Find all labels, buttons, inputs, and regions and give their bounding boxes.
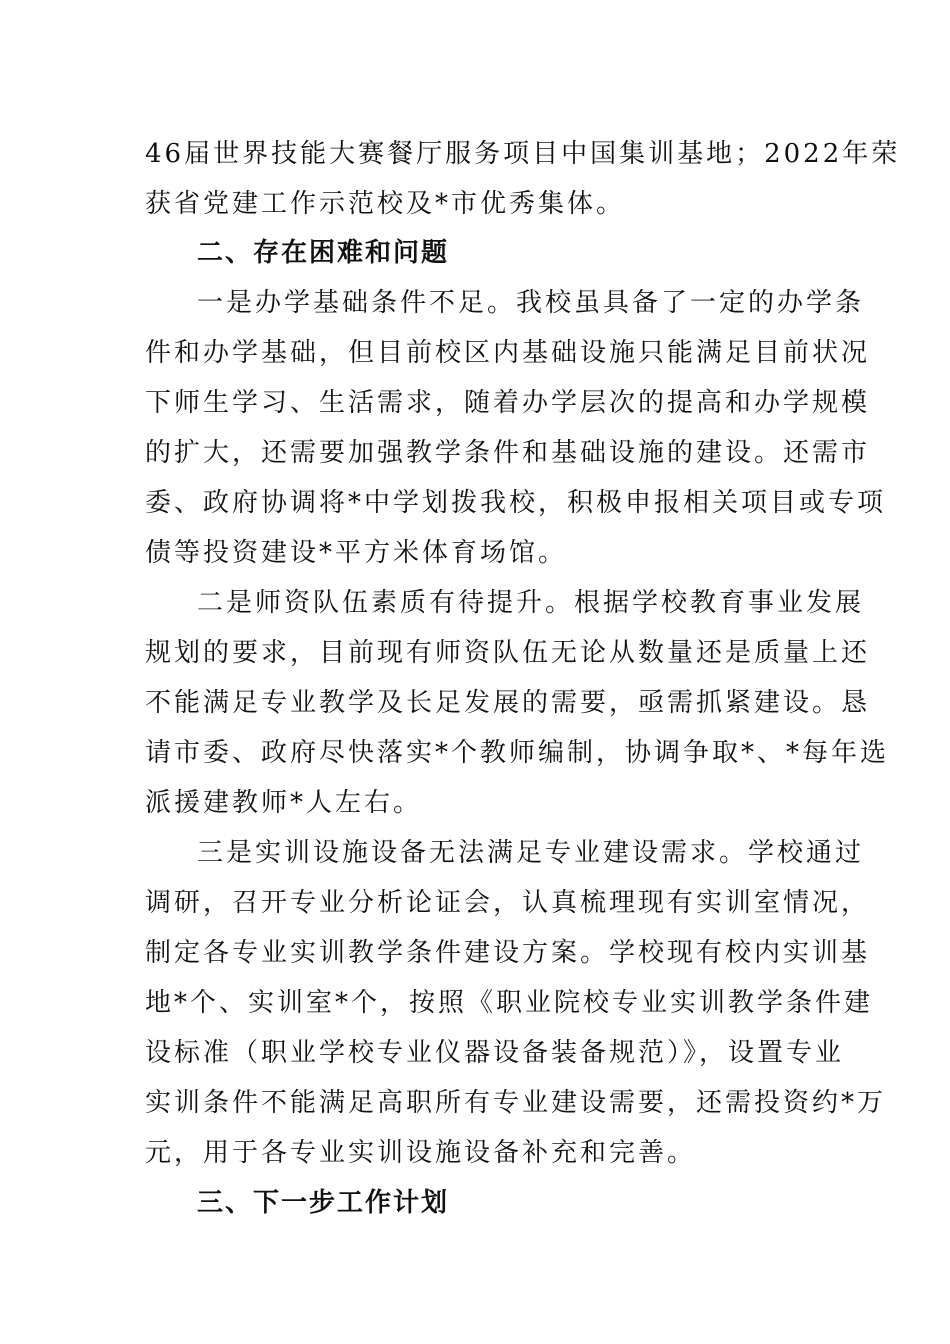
paragraph-line: 派援建教师*人左右。 [145, 788, 423, 818]
paragraph-line: 请市委、政府尽快落实*个教师编制，协调争取*、*每年选 [145, 738, 890, 768]
paragraph-line: 一是办学基础条件不足。我校虽具备了一定的办学条 [197, 288, 865, 318]
paragraph-line: 调研，召开专业分析论证会，认真梳理现有实训室情况， [145, 888, 871, 918]
paragraph-line: 地*个、实训室*个，按照《职业院校专业实训教学条件建 [145, 988, 874, 1018]
paragraph-line: 的扩大，还需要加强教学条件和基础设施的建设。还需市 [145, 438, 871, 468]
paragraph-line: 三是实训设施设备无法满足专业建设需求。学校通过 [197, 838, 865, 868]
paragraph-line: 实训条件不能满足高职所有专业建设需要，还需投资约*万 [145, 1088, 887, 1118]
section-heading: 三、下一步工作计划 [197, 1188, 450, 1218]
paragraph-line: 获省党建工作示范校及*市优秀集体。 [145, 189, 626, 219]
paragraph-line: 二是师资队伍素质有待提升。根据学校教育事业发展 [197, 588, 865, 618]
paragraph-line: 件和办学基础，但目前校区内基础设施只能满足目前状况 [145, 338, 871, 368]
paragraph-line: 46届世界技能大赛餐厅服务项目中国集训基地；2022年荣 [145, 139, 901, 169]
paragraph-line: 规划的要求，目前现有师资队伍无论从数量还是质量上还 [145, 638, 871, 668]
paragraph-line: 制定各专业实训教学条件建设方案。学校现有校内实训基 [145, 938, 871, 968]
paragraph-line: 下师生学习、生活需求，随着办学层次的提高和办学规模 [145, 388, 871, 418]
paragraph-line: 不能满足专业教学及长足发展的需要，亟需抓紧建设。恳 [145, 688, 871, 718]
paragraph-line: 元，用于各专业实训设施设备补充和完善。 [145, 1138, 697, 1168]
paragraph-line: 债等投资建设*平方米体育场馆。 [145, 538, 568, 568]
paragraph-line: 设标准（职业学校专业仪器设备装备规范）》，设置专业 [145, 1038, 845, 1068]
section-heading: 二、存在困难和问题 [197, 238, 450, 268]
paragraph-line: 委、政府协调将*中学划拨我校，积极申报相关项目或专项 [145, 488, 887, 518]
